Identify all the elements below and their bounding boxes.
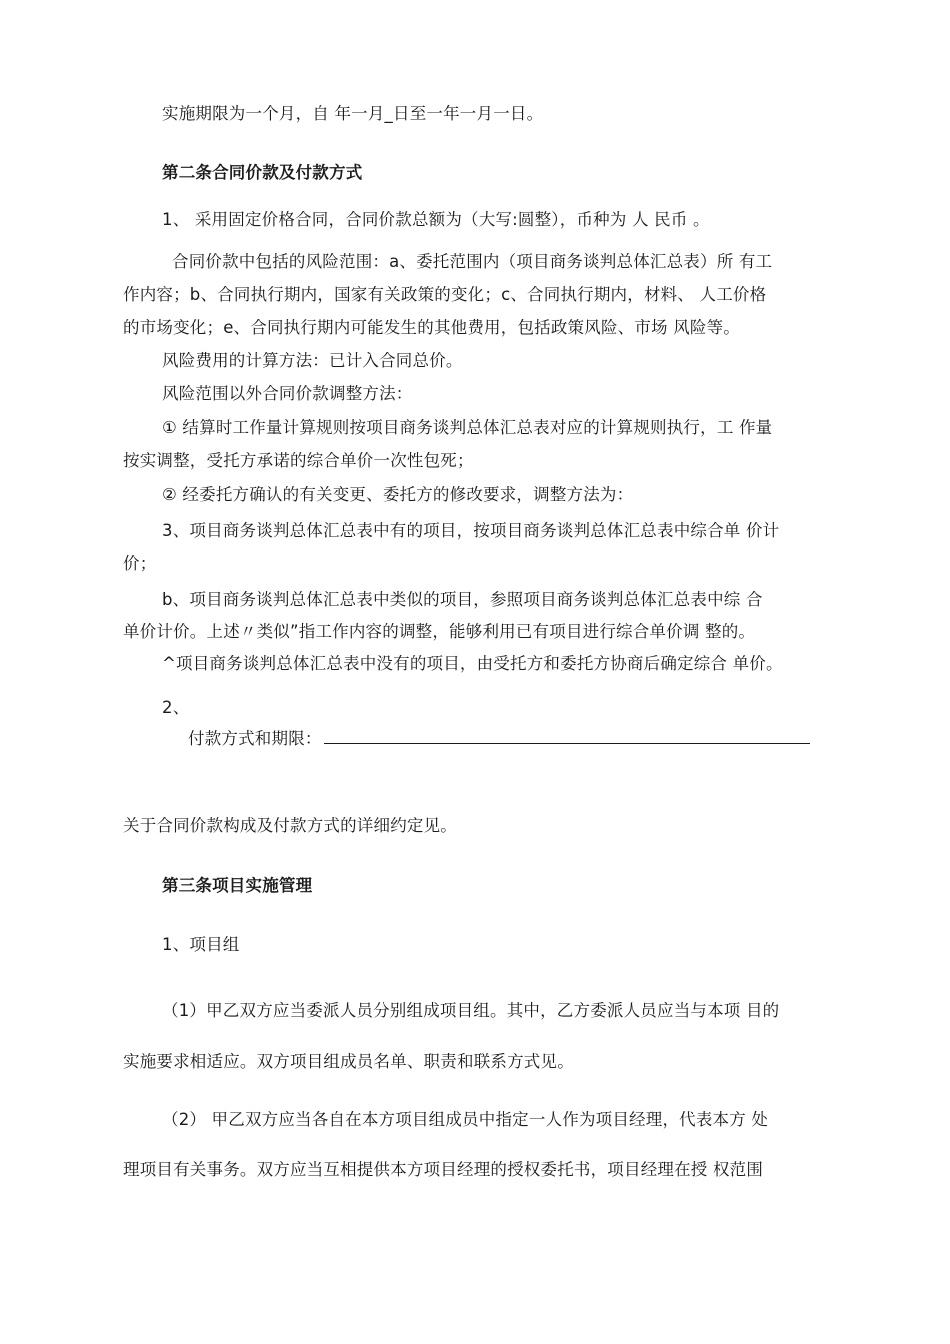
payment-terms-line [188,727,810,750]
text-line: ② 经委托方确认的有关变更、委托方的修改要求，调整方法为： [162,485,634,504]
text-line: 单价计价。上述〃类似”指工作内容的调整，能够利用已有项目进行综合单价调 整的。 [123,622,756,641]
text-line: ^项目商务谈判总体汇总表中没有的项目，由受托方和委托方协商后确定综合 单价。 [162,654,783,673]
text-line: b、项目商务谈判总体汇总表中类似的项目，参照项目商务谈判总体汇总表中综 合 [162,590,763,609]
text-line: 价； [123,554,157,573]
text-line: 1、项目组 [162,935,240,954]
text-line: 2、 [162,698,190,717]
payment-terms-blank[interactable] [324,727,810,744]
section-heading-3: 第三条项目实施管理 [162,876,313,895]
text-line: 1、 采用固定价格合同，合同价款总额为（大写:圆整），币种为 人 民币 。 [162,210,710,229]
text-line: 3、项目商务谈判总体汇总表中有的项目，按项目商务谈判总体汇总表中综合单 价计 [162,521,780,540]
payment-terms-label: 付款方式和期限： [188,729,322,748]
text-line: （2） 甲乙双方应当各自在本方项目组成员中指定一人作为项目经理，代表本方 处 [162,1110,769,1129]
text-line: 风险范围以外合同价款调整方法： [162,384,413,403]
text-line: 的市场变化；e、合同执行期内可能发生的其他费用，包括政策风险、市场 风险等。 [123,318,740,337]
text-line: 实施期限为一个月，自 年一月_日至一年一月一日。 [162,104,544,123]
text-line: 关于合同价款构成及付款方式的详细约定见。 [123,816,457,835]
text-line: ① 结算时工作量计算规则按项目商务谈判总体汇总表对应的计算规则执行，工 作量 [162,418,773,437]
text-line: 理项目有关事务。双方应当互相提供本方项目经理的授权委托书，项目经理在授 权范围 [123,1160,764,1179]
text-line: 合同价款中包括的风险范围：a、委托范围内（项目商务谈判总体汇总表）所 有工 [172,252,773,271]
text-line: 实施要求相适应。双方项目组成员名单、职责和联系方式见。 [123,1052,574,1071]
text-line: 按实调整，受托方承诺的综合单价一次性包死； [123,451,474,470]
text-line: 作内容；b、合同执行期内，国家有关政策的变化；c、合同执行期内，材料、 人工价格 [123,285,767,304]
text-line: 风险费用的计算方法：已计入合同总价。 [162,351,463,370]
text-line: （1）甲乙双方应当委派人员分别组成项目组。其中，乙方委派人员应当与本项 目的 [162,1001,780,1020]
section-heading-2: 第二条合同价款及付款方式 [162,163,363,182]
